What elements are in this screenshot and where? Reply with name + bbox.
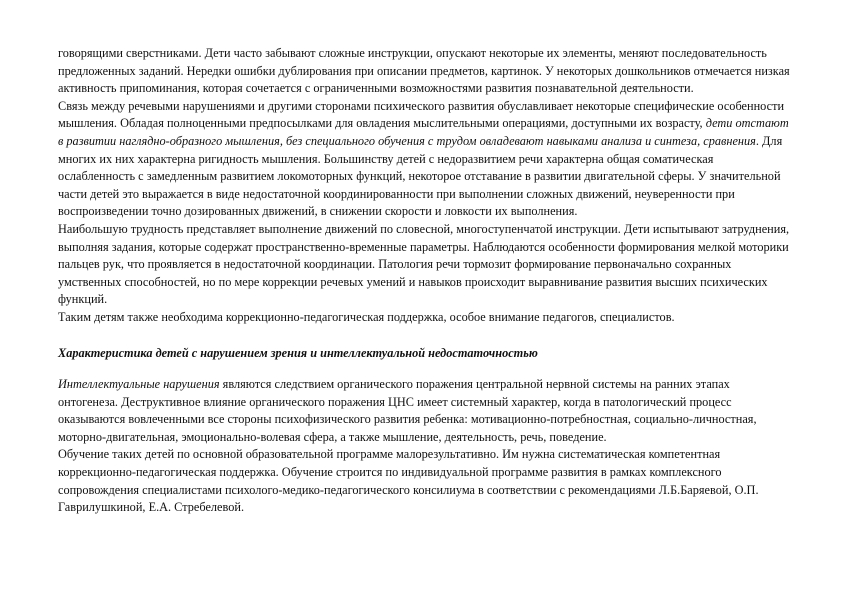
- paragraph-intellectual-text: являются следствием органического поражения центральной нервной системы на ранних этапах онтогенеза. Деструктивное влияние органического поражения ЦНС имеет системный характер, когда в патологический процесс оказываются вовлеченными все стороны психофизического развития ребенка: мотивационно-потребностная, социально-личностная, моторно-двигательная, эмоционально-волевая сфера, а также мышление, деятельность, речь, поведение.: [58, 377, 757, 444]
- paragraph-memory: говорящими сверстниками. Дети часто забывают сложные инструкции, опускают некоторые их элементы, меняют последовательность предложенных заданий. Нередки ошибки дублирования при описании предметов, картинок. У некоторых дошкольников отмечается низкая активность припоминания, которая сочетается с ограниченными возможностями развития познавательной деятельности.: [58, 46, 790, 96]
- paragraph-thinking-text-b: . Для многих их них характерна ригидность мышления. Большинству детей с недоразвитием речи характерна общая соматическая ослабленность с замедленным развитием локомоторных функций, некоторое отставание в развитии двигательной сферы. У значительной части детей это выражается в виде недостаточной координированности при выполнении сложных движений, неуверенности при воспроизведении точно дозированных движений, в снижении скорости и ловкости их выполнения.: [58, 133, 783, 219]
- spacer: [58, 362, 790, 376]
- spacer: [58, 327, 790, 345]
- paragraph-education: Обучение таких детей по основной образовательной программе малорезультативно. Им нужна систематическая компетентная коррекционно-педагогическая поддержка. Обучение строится по индивидуальной программе развития в рамках комплексного сопровождения специалистами психолого-медико-педагогического консилиума в соответствии с рекомендациями Л.Б.Баряевой, О.П. Гаврилушкиной, Е.А. Стребелевой.: [58, 447, 759, 515]
- paragraph-intellectual: [58, 376, 790, 446]
- paragraph-intellectual-emphasis: Интеллектуальные нарушения: [58, 377, 220, 392]
- paragraph-thinking-text-a: Связь между речевыми нарушениями и другими сторонами психического развития обуславливает некоторые специфические особенности мышления. Обладая полноценными предпосылками для овладения мыслительными операциями, доступными их возрасту,: [58, 98, 785, 131]
- paragraph-thinking: [58, 98, 790, 221]
- paragraph-support: Таким детям также необходима коррекционно-педагогическая поддержка, особое внимание педагогов, специалистов.: [58, 309, 675, 324]
- paragraph-thinking-emphasis: дети отстают в развитии наглядно-образного мышления, без специального обучения с трудом овладевают навыками анализа и синтеза, сравнения: [58, 116, 789, 148]
- paragraph-movements: Наибольшую трудность представляет выполнение движений по словесной, многоступенчатой инструкции. Дети испытывают затруднения, выполняя задания, которые содержат пространственно-временные параметры. Наблюдаются особенности формирования мелкой моторики пальцев рук, что проявляется в недостаточной координации. Патология речи тормозит формирование первоначально сохранных умственных способностей, но по мере коррекции речевых умений и навыков происходит выравнивание развития высших психических функций.: [58, 221, 790, 307]
- section-heading: Характеристика детей с нарушением зрения и интеллектуальной недостаточностью: [58, 345, 538, 360]
